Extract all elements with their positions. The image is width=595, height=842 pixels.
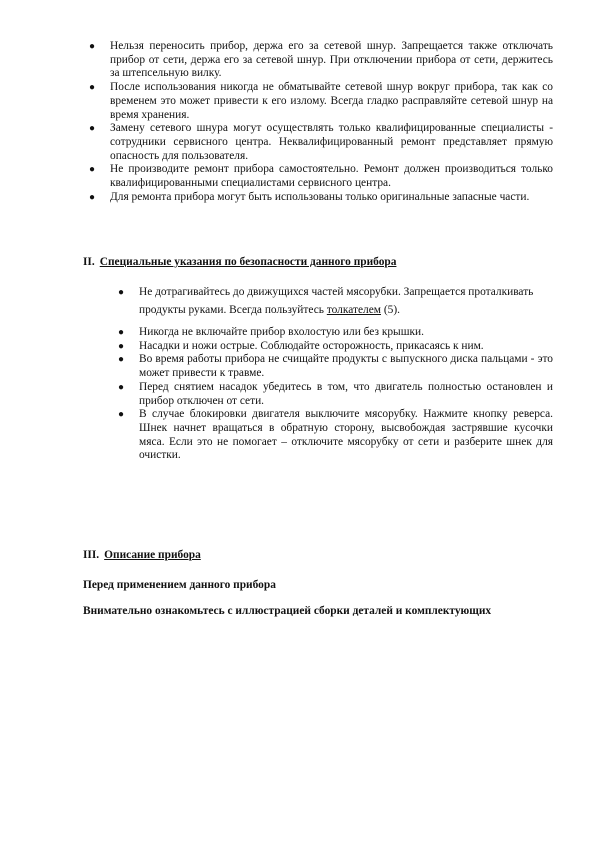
list-item: [118, 339, 553, 354]
list-item-text: После использования никогда не обматывайте сетевой шнур вокруг прибора, так как со временем это может привести к его излому. Всегда гладко расправляйте сетевой шнур на время хранения.: [110, 81, 553, 121]
section-number: II.: [83, 256, 95, 268]
list-item: [89, 40, 553, 81]
list-item: [89, 163, 553, 190]
bullet-icon: ●: [89, 164, 96, 176]
list-item: [118, 380, 553, 408]
safety-list-special-first: [118, 284, 553, 319]
list-item-text: Нельзя переносить прибор, держа его за сетевой шнур. Запрещается также отключать прибор от сети, держа его за сетевой шнур. При отключении прибора от сети, держитесь за штепсельную вилку.: [110, 40, 553, 80]
bullet-icon: ●: [118, 287, 125, 298]
list-item: [118, 353, 553, 380]
section-number: III.: [83, 549, 100, 561]
text-segment: (5).: [380, 303, 400, 316]
list-item-text: Не производите ремонт прибора самостоятельно. Ремонт должен производиться только квалифицированными специалистами сервисного центра.: [110, 163, 553, 190]
subheading-before-use: Перед применением данного прибора: [83, 579, 276, 591]
list-item-text: Для ремонта прибора могут быть использованы только оригинальные запасные части.: [110, 190, 530, 203]
list-item: [118, 408, 553, 463]
list-item: [89, 190, 553, 205]
list-item-text: В случае блокировки двигателя выключите мясорубку. Нажмите кнопку реверса. Шнек начнет вращаться в обратную сторону, высвобождая застрявшие кусочки мяса. Если это не помогает – отключите мясорубку от сети и разберите шнек для очистки.: [139, 408, 553, 462]
list-item: [118, 284, 553, 319]
bullet-icon: ●: [118, 340, 125, 352]
bullet-icon: ●: [118, 381, 125, 393]
list-item: [118, 326, 553, 340]
section-3-heading: [83, 548, 201, 562]
list-item-text: Насадки и ножи острые. Соблюдайте осторожность, прикасаясь к ним.: [139, 339, 484, 352]
list-item-text: Перед снятием насадок убедитесь в том, что двигатель полностью остановлен и прибор отключен от сети.: [139, 380, 553, 407]
bullet-icon: ●: [118, 327, 125, 338]
bullet-icon: ●: [118, 409, 125, 421]
section-title: Описание прибора: [104, 549, 201, 561]
section-2-heading: [83, 255, 396, 269]
list-item-text: Никогда не включайте прибор вхолостую или без крышки.: [139, 326, 424, 338]
bullet-icon: ●: [89, 41, 96, 52]
bullet-icon: ●: [118, 354, 125, 366]
bullet-icon: ●: [89, 191, 96, 203]
subheading-assembly-illustration: Внимательно ознакомьтесь с иллюстрацией сборки деталей и комплектующих: [83, 605, 492, 617]
list-item-text: Замену сетевого шнура могут осуществлять только квалифицированные специалисты - сотрудники сервисного центра. Неквалифицированный ремонт представляет прямую опасность для пользователя.: [110, 122, 553, 162]
section-title: Специальные указания по безопасности данного прибора: [99, 256, 397, 268]
safety-list-special: [118, 326, 553, 463]
pusher-reference: толкателем: [326, 303, 381, 316]
safety-list-general: [89, 40, 553, 204]
list-item: [89, 81, 553, 122]
bullet-icon: ●: [89, 82, 96, 94]
text-segment: Не дотрагивайтесь до движущихся частей мясорубки. Запрещается проталкивать продукты руками. Всегда пользуйтесь: [139, 286, 534, 316]
list-item-text: Во время работы прибора не счищайте продукты с выпускного диска пальцами - это может привести к травме.: [139, 353, 553, 380]
list-item: [89, 122, 553, 163]
list-item-text: [139, 284, 553, 319]
bullet-icon: ●: [89, 123, 96, 135]
